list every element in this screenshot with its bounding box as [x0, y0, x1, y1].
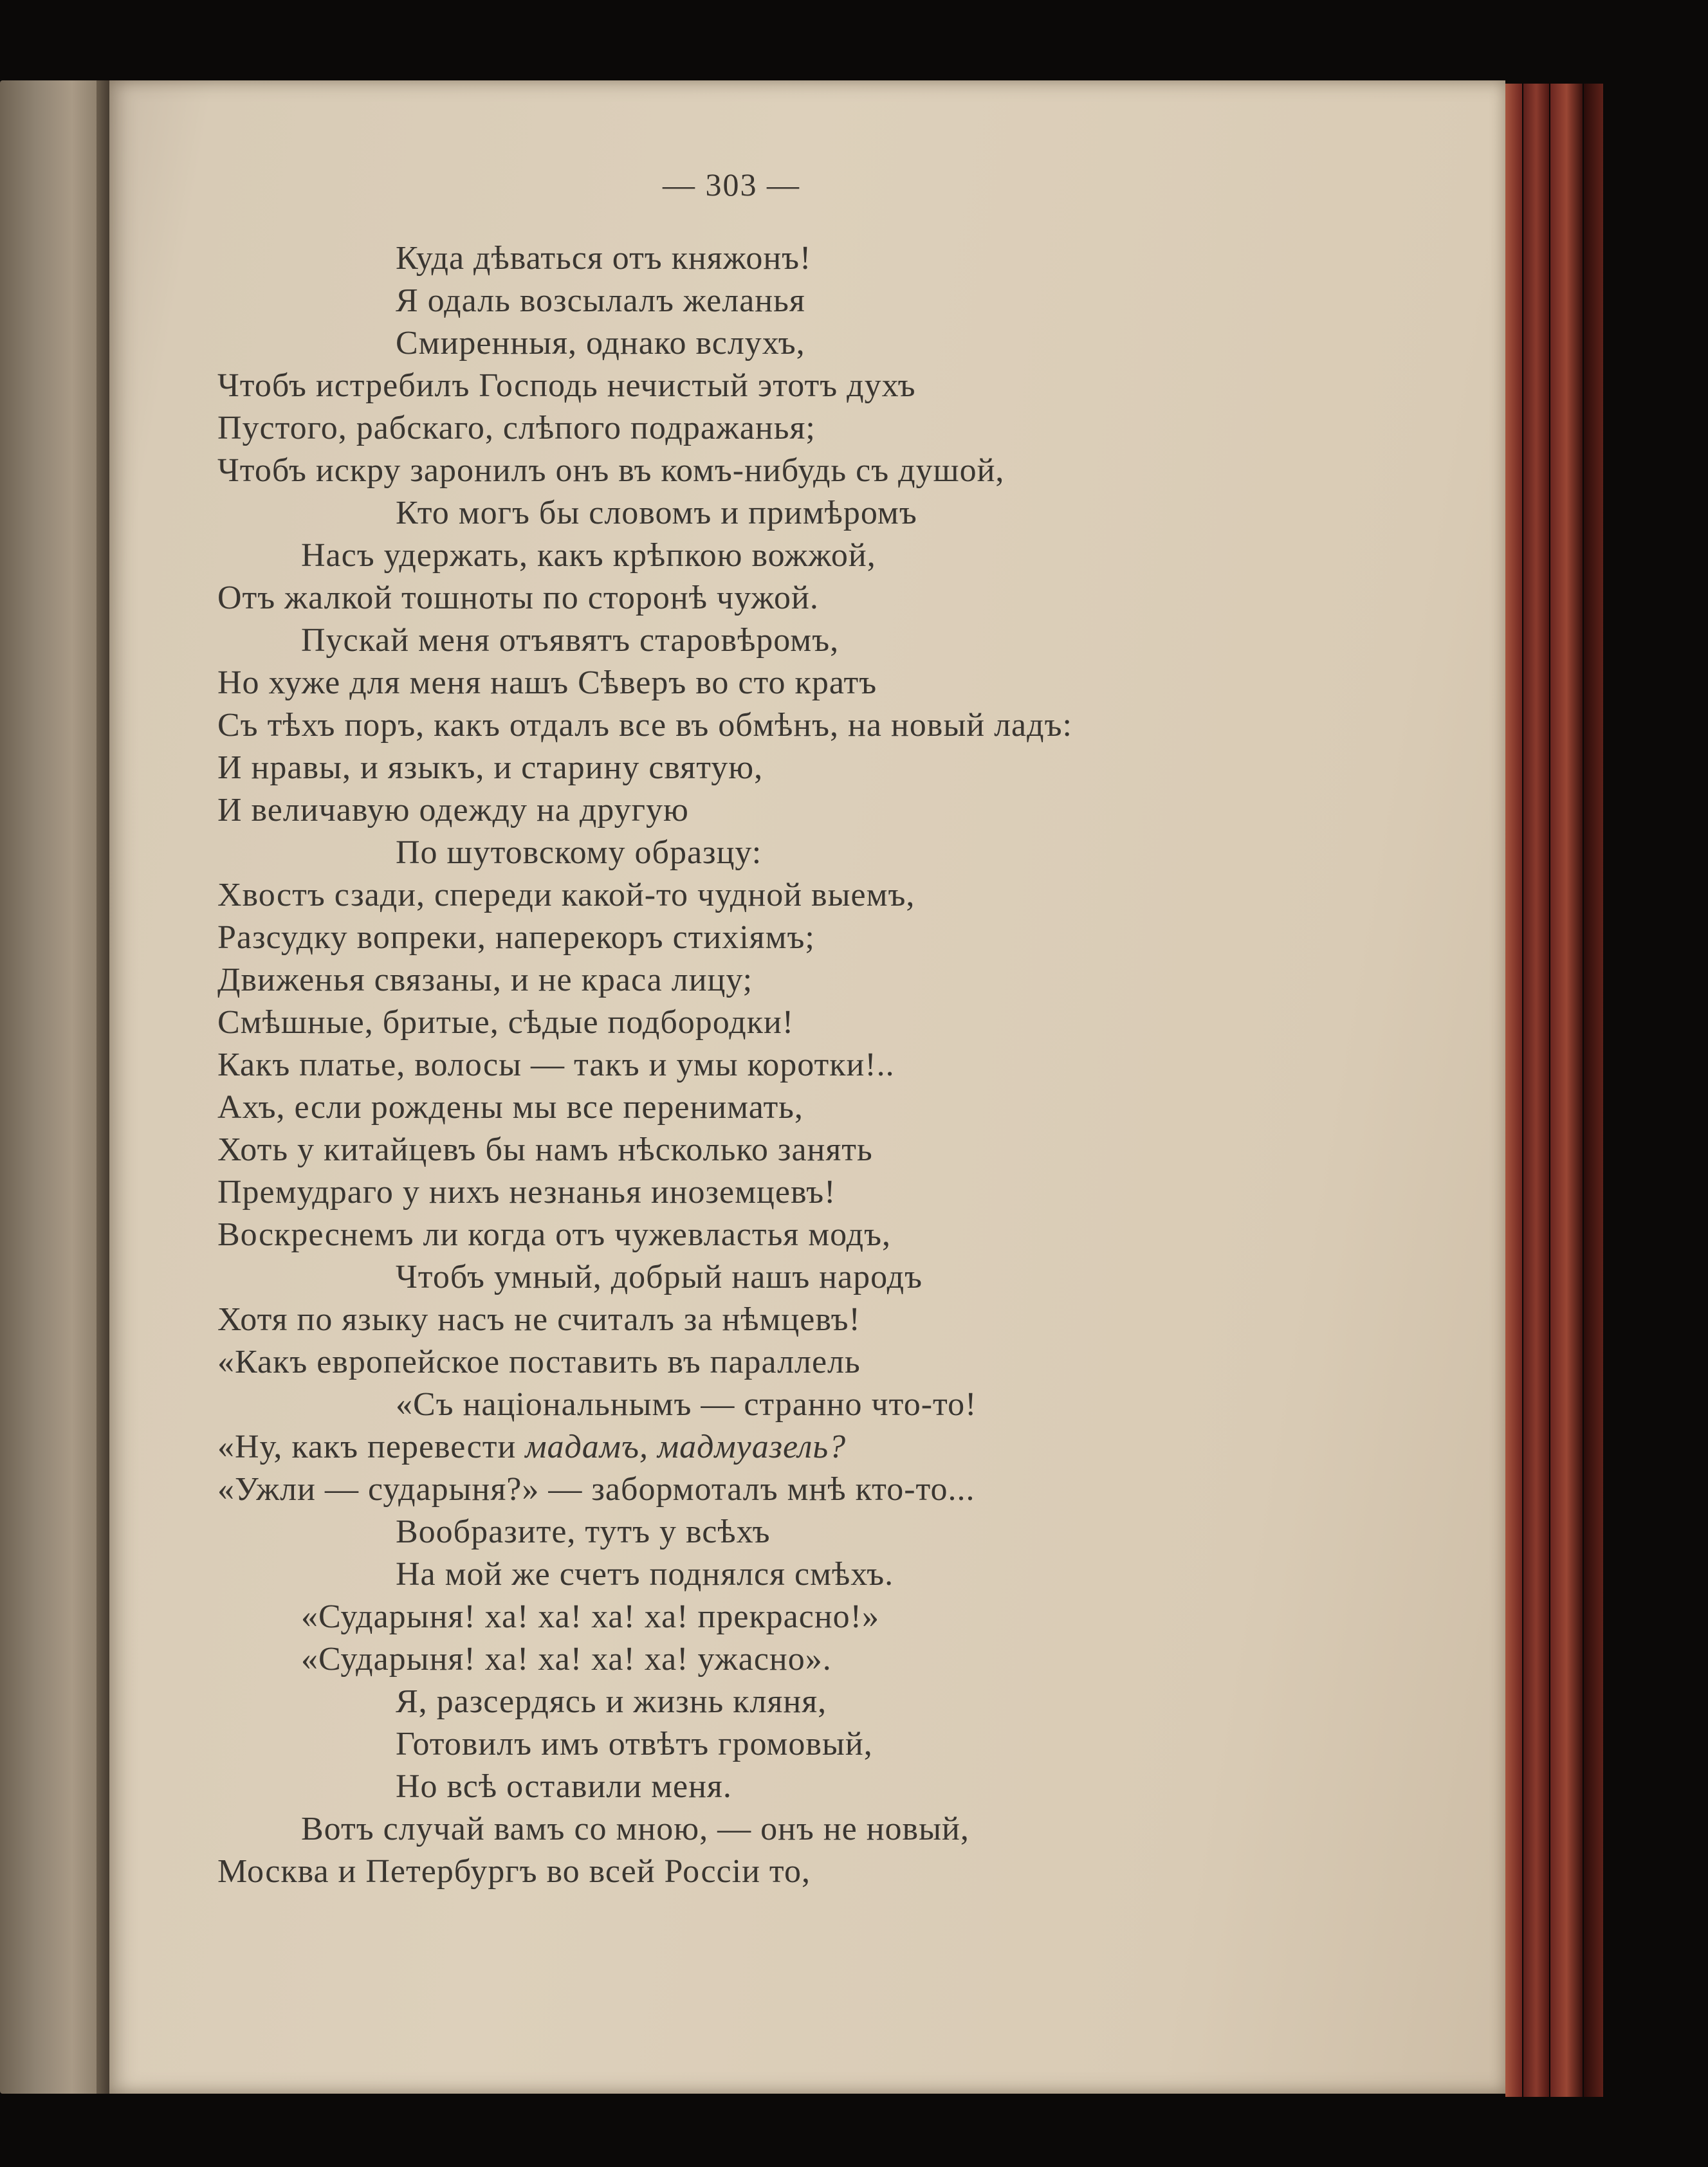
text-line: «Ужли — сударыня?» — забормоталъ мнѣ кто-то...: [217, 1471, 975, 1508]
text-line: Кто могъ бы словомъ и примѣромъ: [396, 495, 917, 531]
text-line: Какъ платье, волосы — такъ и умы коротки!..: [217, 1047, 895, 1083]
text-line: Готовилъ имъ отвѣтъ громовый,: [396, 1726, 873, 1762]
text-line: И нравы, и языкъ, и старину святую,: [217, 749, 764, 786]
text-line: Я, разсердясь и жизнь кляня,: [396, 1683, 827, 1720]
text-line: Куда дѣваться отъ княжонъ!: [396, 240, 812, 277]
text-line: Воскреснемъ ли когда отъ чужевластья модъ,: [217, 1216, 891, 1253]
text-line: Пускай меня отъявятъ старовѣромъ,: [301, 622, 840, 659]
text-line: «Сударыня! ха! ха! ха! ха! прекрасно!»: [301, 1598, 879, 1635]
page-number: — 303 —: [663, 167, 800, 203]
text-line: Ахъ, если рождены мы все перенимать,: [217, 1089, 803, 1126]
text-line: Насъ удержать, какъ крѣпкою вожжой,: [301, 537, 876, 574]
text-line: Хвостъ сзади, спереди какой-то чудной выемъ,: [217, 877, 915, 913]
text-line: Отъ жалкой тошноты по сторонѣ чужой.: [217, 580, 819, 616]
text-line-start: «Ну, какъ перевести: [217, 1429, 526, 1465]
text-line: «Какъ европейское поставить въ параллель: [217, 1344, 861, 1380]
text-line: Смиренныя, однако вслухъ,: [396, 325, 805, 361]
text-line: Вообразите, тутъ у всѣхъ: [396, 1513, 771, 1550]
text-line: Я одаль возсылалъ желанья: [396, 282, 805, 319]
text-line: Москва и Петербургъ во всей Россіи то,: [217, 1853, 811, 1890]
text-line: «Съ національнымъ — странно что-то!: [396, 1386, 977, 1423]
text-line: Движенья связаны, и не краса лицу;: [217, 962, 753, 998]
text-line: Хотя по языку насъ не считалъ за нѣмцевъ!: [217, 1301, 861, 1338]
text-line: Съ тѣхъ поръ, какъ отдалъ все въ обмѣнъ, на новый ладъ:: [217, 707, 1072, 744]
text-line: «Сударыня! ха! ха! ха! ха! ужасно».: [301, 1641, 832, 1678]
text-line: И величавую одежду на другую: [217, 792, 689, 828]
text-line: Но хуже для меня нашъ Сѣверъ во сто кратъ: [217, 664, 877, 701]
text-line: [217, 1428, 846, 1467]
text-line: Разсудку вопреки, наперекоръ стихіямъ;: [217, 919, 815, 956]
text-line: Чтобъ умный, добрый нашъ народъ: [396, 1259, 923, 1295]
text-line: Пустого, рабскаго, слѣпого подражанья;: [217, 410, 816, 446]
text-line: Хоть у китайцевъ бы намъ нѣсколько занять: [217, 1131, 873, 1168]
text-line: Чтобъ искру заронилъ онъ въ комъ-нибудь съ душой,: [217, 452, 1005, 489]
italic-words: мадамъ, мадмуазель?: [525, 1429, 847, 1465]
text-line: Премудраго у нихъ незнанья иноземцевъ!: [217, 1174, 836, 1211]
text-line: Но всѣ оставили меня.: [396, 1768, 732, 1805]
text-line: На мой же счетъ поднялся смѣхъ.: [396, 1556, 894, 1593]
text-line: Смѣшные, бритые, сѣдые подбородки!: [217, 1004, 794, 1041]
text-line: Вотъ случай вамъ со мною, — онъ не новый,: [301, 1811, 969, 1847]
text-line: Чтобъ истребилъ Господь нечистый этотъ духъ: [217, 367, 916, 404]
text-line: По шутовскому образцу:: [396, 834, 762, 871]
